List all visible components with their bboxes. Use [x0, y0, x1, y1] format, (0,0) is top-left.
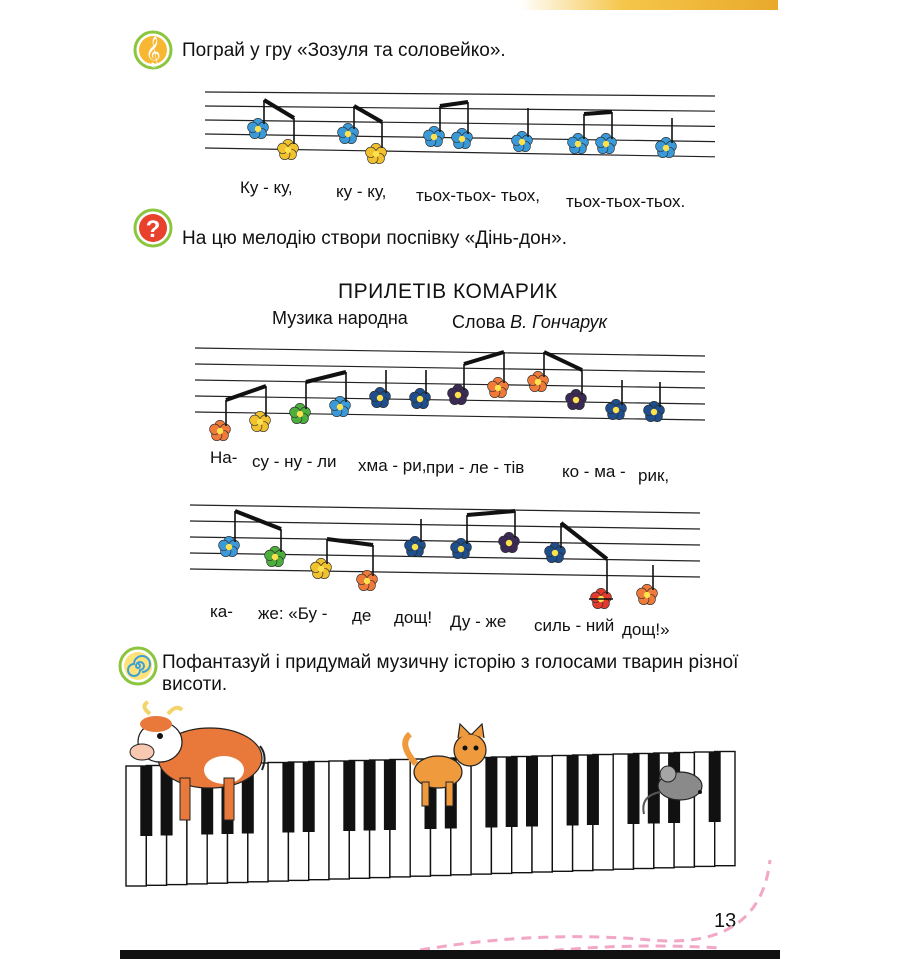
note-flower [596, 133, 617, 153]
svg-text:?: ? [145, 216, 161, 243]
black-key [526, 757, 538, 827]
note-flower [290, 403, 311, 423]
lyric-3-3: де [352, 606, 372, 625]
lyric-1-1: Ку - ку, [240, 178, 293, 197]
lyric-3-4: дощ! [394, 608, 433, 627]
note-beam [354, 106, 382, 122]
lyric-1-2: ку - ку, [336, 182, 387, 201]
note-flower [366, 143, 387, 163]
note-flower [370, 387, 391, 407]
note-flower [568, 133, 589, 153]
lyric-2-3: хма - ри, [358, 456, 427, 475]
words-label: Слова [452, 312, 506, 332]
note-beam [226, 386, 266, 400]
lyric-2-4: при - ле - тів [426, 458, 525, 477]
svg-text:𝄞: 𝄞 [145, 37, 161, 67]
lyric-3-1: ка- [210, 602, 233, 621]
black-key [303, 762, 315, 832]
note-flower [250, 411, 271, 431]
black-key [364, 761, 376, 831]
lyric-3-7: дощ!» [622, 620, 670, 639]
black-key [628, 754, 640, 824]
note-flower [566, 389, 587, 409]
staff-line [205, 120, 715, 126]
note-beam [584, 112, 612, 114]
note-beam [561, 523, 607, 559]
note-flower [357, 570, 378, 590]
black-key [384, 760, 396, 830]
note-flower [330, 396, 351, 416]
note-flower [278, 139, 299, 159]
black-key [587, 755, 599, 825]
black-key [282, 763, 294, 833]
note-flower [488, 377, 509, 397]
staff-line [205, 92, 715, 96]
instruction-fantasize [162, 652, 762, 696]
note-beam [544, 352, 582, 370]
lyric-2-5: ко - ма - [562, 462, 626, 481]
note-flower [219, 536, 240, 556]
lyric-3-6: силь - ний [534, 616, 615, 635]
page-number: 13 [714, 910, 737, 932]
lyric-3-5: Ду - же [450, 612, 507, 631]
instruction-fantasize-line1: Пофантазуй і придумай музичну історію з голосами тварин різної [162, 652, 739, 673]
staff-line [195, 412, 705, 420]
note-flower [545, 542, 566, 562]
bottom-edge-bar [120, 950, 780, 959]
black-key [485, 758, 497, 828]
lyric-2-1: На- [210, 448, 238, 467]
black-key [567, 756, 579, 826]
black-key [140, 766, 152, 836]
note-flower [499, 532, 520, 552]
song-title: ПРИЛЕТІВ КОМАРИК [338, 280, 558, 303]
note-flower [405, 536, 426, 556]
note-flower [448, 384, 469, 404]
note-flower [265, 546, 286, 566]
lyric-1-4: тьох-тьох-тьох. [566, 192, 686, 211]
note-flower [311, 558, 332, 578]
note-flower [210, 420, 231, 440]
words-credit [452, 312, 607, 333]
staff-line [195, 380, 705, 388]
instruction-fantasize-line2: висоти. [162, 674, 228, 695]
words-author: В. Гончарук [510, 312, 608, 332]
black-key [506, 757, 518, 827]
note-beam [467, 511, 515, 515]
note-flower [424, 126, 445, 146]
note-flower [452, 128, 473, 148]
black-key [709, 752, 721, 822]
staff-line [190, 505, 700, 513]
note-flower [512, 131, 533, 151]
staff-line [195, 364, 705, 372]
question-mark-icon [133, 208, 173, 248]
instruction-play-game: Пограй у гру «Зозуля та соловейко». [182, 40, 506, 61]
note-flower [528, 371, 549, 391]
lyric-3-2: же: «Бу - [258, 604, 328, 623]
top-decor-bar [520, 0, 778, 10]
staff-cuckoo-nightingale [200, 82, 720, 172]
instruction-create-song: На цю мелодію створи поспівку «Дінь-дон». [182, 228, 568, 249]
staff-song-line-2 [185, 495, 705, 620]
note-beam [464, 352, 504, 364]
treble-clef-icon [133, 30, 173, 70]
staff-song-line-1 [190, 340, 710, 450]
note-beam [440, 102, 468, 106]
lyric-2-2: су - ну - ли [252, 452, 337, 471]
music-credit: Музика народна [272, 308, 408, 328]
note-beam [264, 100, 294, 118]
note-beam [306, 372, 346, 382]
staff-line [195, 348, 705, 356]
note-beam [235, 511, 281, 529]
lyric-1-3: тьох-тьох- тьох, [416, 186, 540, 205]
staff-line [190, 537, 700, 545]
spiral-icon [118, 646, 158, 686]
decorative-dashes [420, 830, 776, 955]
lyric-2-6: рик, [638, 466, 670, 485]
note-flower [637, 584, 658, 604]
note-flower [338, 123, 359, 143]
black-key [343, 761, 355, 831]
staff-line [190, 569, 700, 577]
note-flower [644, 401, 665, 421]
note-flower [410, 388, 431, 408]
